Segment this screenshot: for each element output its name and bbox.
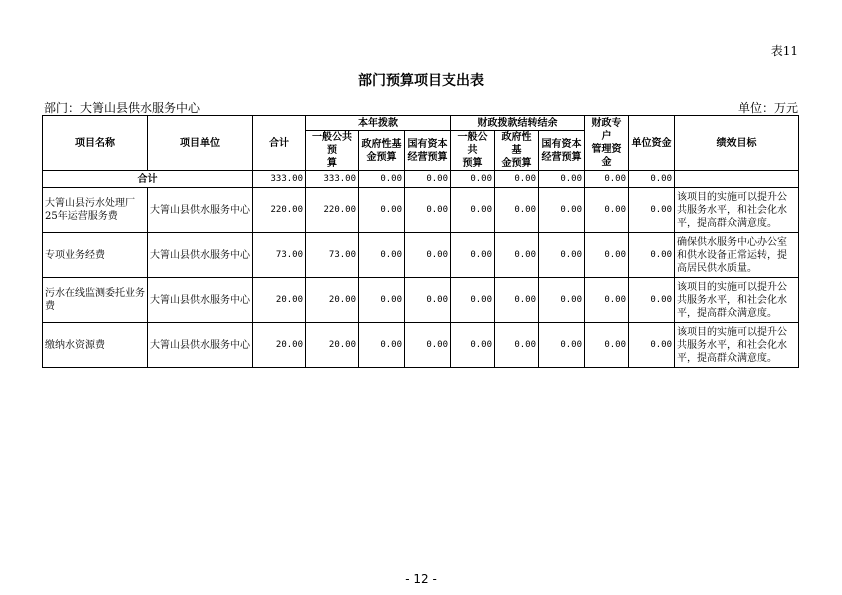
header-state-capital-2 [539,131,585,171]
row-special-fund: 0.00 [585,188,629,233]
row-project-name: 大箐山县污水处理厂25年运营服务费 [43,188,148,233]
header-state-capital-2-line1: 国有资本 [541,138,582,150]
row-unit-fund: 0.00 [629,323,675,368]
table-row [43,323,799,368]
row-unit-fund: 0.00 [629,188,675,233]
header-state-capital-1-line2: 经营预算 [407,151,448,163]
row-state-capital-2: 0.00 [539,188,585,233]
total-row [43,171,799,188]
header-gov-fund-2-line2: 金预算 [501,158,532,169]
row-general-public-1: 20.00 [306,278,359,323]
header-carryover-group: 财政拨款结转结余 [451,116,585,131]
row-special-fund: 0.00 [585,233,629,278]
row-unit-fund: 0.00 [629,278,675,323]
row-project-unit: 大箐山县供水服务中心 [148,323,253,368]
table-row [43,278,799,323]
header-special-fund [585,116,629,171]
row-gov-fund-1: 0.00 [359,323,405,368]
row-state-capital-1: 0.00 [405,278,451,323]
page-title: 部门预算项目支出表 [358,73,484,89]
header-general-public-2-line1: 一般公共 [457,132,488,156]
row-state-capital-1: 0.00 [405,323,451,368]
row-general-public-1: 20.00 [306,323,359,368]
table-number: 表11 [770,44,798,58]
header-current-year-group: 本年拨款 [306,116,451,131]
header-total: 合计 [253,116,306,171]
row-gov-fund-2: 0.00 [495,278,539,323]
row-gov-fund-2: 0.00 [495,323,539,368]
row-general-public-1: 73.00 [306,233,359,278]
total-special-fund: 0.00 [585,171,629,188]
row-state-capital-1: 0.00 [405,233,451,278]
row-state-capital-2: 0.00 [539,278,585,323]
header-state-capital-1-line1: 国有资本 [407,138,448,150]
header-state-capital-2-line2: 经营预算 [541,151,582,163]
total-unit-fund: 0.00 [629,171,675,188]
row-performance: 该项目的实施可以提升公共服务水平，和社会化水平，提高群众满意度。 [675,278,799,323]
row-general-public-2: 0.00 [451,188,495,233]
row-gov-fund-2: 0.00 [495,233,539,278]
row-project-name: 污水在线监测委托业务费 [43,278,148,323]
total-gov-fund-2: 0.00 [495,171,539,188]
row-gov-fund-2: 0.00 [495,188,539,233]
header-project-unit: 项目单位 [148,116,253,171]
header-general-public-1-line1: 一般公共预 [312,132,352,156]
header-general-public-1 [306,131,359,171]
header-row-1 [43,116,799,131]
unit-label: 单位：万元 [737,101,798,115]
total-label: 合计 [43,171,253,188]
row-special-fund: 0.00 [585,323,629,368]
header-state-capital-1 [405,131,451,171]
total-general-public-1: 333.00 [306,171,359,188]
header-gov-fund-1-line2: 金预算 [366,151,397,163]
row-total: 220.00 [253,188,306,233]
row-gov-fund-1: 0.00 [359,233,405,278]
total-total: 333.00 [253,171,306,188]
row-project-unit: 大箐山县供水服务中心 [148,233,253,278]
row-general-public-1: 220.00 [306,188,359,233]
header-general-public-2-line2: 预算 [462,158,483,169]
row-total: 20.00 [253,323,306,368]
row-gov-fund-1: 0.00 [359,278,405,323]
header-general-public-2 [451,131,495,171]
row-state-capital-2: 0.00 [539,323,585,368]
project-expenditure-table [42,115,799,368]
header-gov-fund-1-line1: 政府性基 [361,138,402,150]
header-performance: 绩效目标 [675,116,799,171]
row-performance: 该项目的实施可以提升公共服务水平，和社会化水平，提高群众满意度。 [675,188,799,233]
total-state-capital-2: 0.00 [539,171,585,188]
row-general-public-2: 0.00 [451,323,495,368]
page-number: - 12 - [405,572,437,586]
row-unit-fund: 0.00 [629,233,675,278]
header-project-name: 项目名称 [43,116,148,171]
row-gov-fund-1: 0.00 [359,188,405,233]
header-gov-fund-1 [359,131,405,171]
table-row [43,188,799,233]
header-gov-fund-2-line1: 政府性基 [501,132,532,156]
department-label: 部门：大箐山县供水服务中心 [44,101,201,115]
row-special-fund: 0.00 [585,278,629,323]
row-state-capital-1: 0.00 [405,188,451,233]
total-gov-fund-1: 0.00 [359,171,405,188]
total-performance [675,171,799,188]
row-total: 20.00 [253,278,306,323]
total-general-public-2: 0.00 [451,171,495,188]
row-general-public-2: 0.00 [451,278,495,323]
header-special-fund-line2: 管理资金 [591,144,622,168]
row-project-unit: 大箐山县供水服务中心 [148,278,253,323]
row-performance: 该项目的实施可以提升公共服务水平，和社会化水平，提高群众满意度。 [675,323,799,368]
row-project-name: 缴纳水资源费 [43,323,148,368]
total-state-capital-1: 0.00 [405,171,451,188]
row-state-capital-2: 0.00 [539,233,585,278]
row-performance: 确保供水服务中心办公室和供水设备正常运转，提高居民供水质量。 [675,233,799,278]
header-special-fund-line1: 财政专户 [591,118,622,142]
row-project-name: 专项业务经费 [43,233,148,278]
header-unit-fund: 单位资金 [629,116,675,171]
row-general-public-2: 0.00 [451,233,495,278]
table-row [43,233,799,278]
row-total: 73.00 [253,233,306,278]
row-project-unit: 大箐山县供水服务中心 [148,188,253,233]
header-general-public-1-line2: 算 [327,158,337,169]
header-gov-fund-2 [495,131,539,171]
